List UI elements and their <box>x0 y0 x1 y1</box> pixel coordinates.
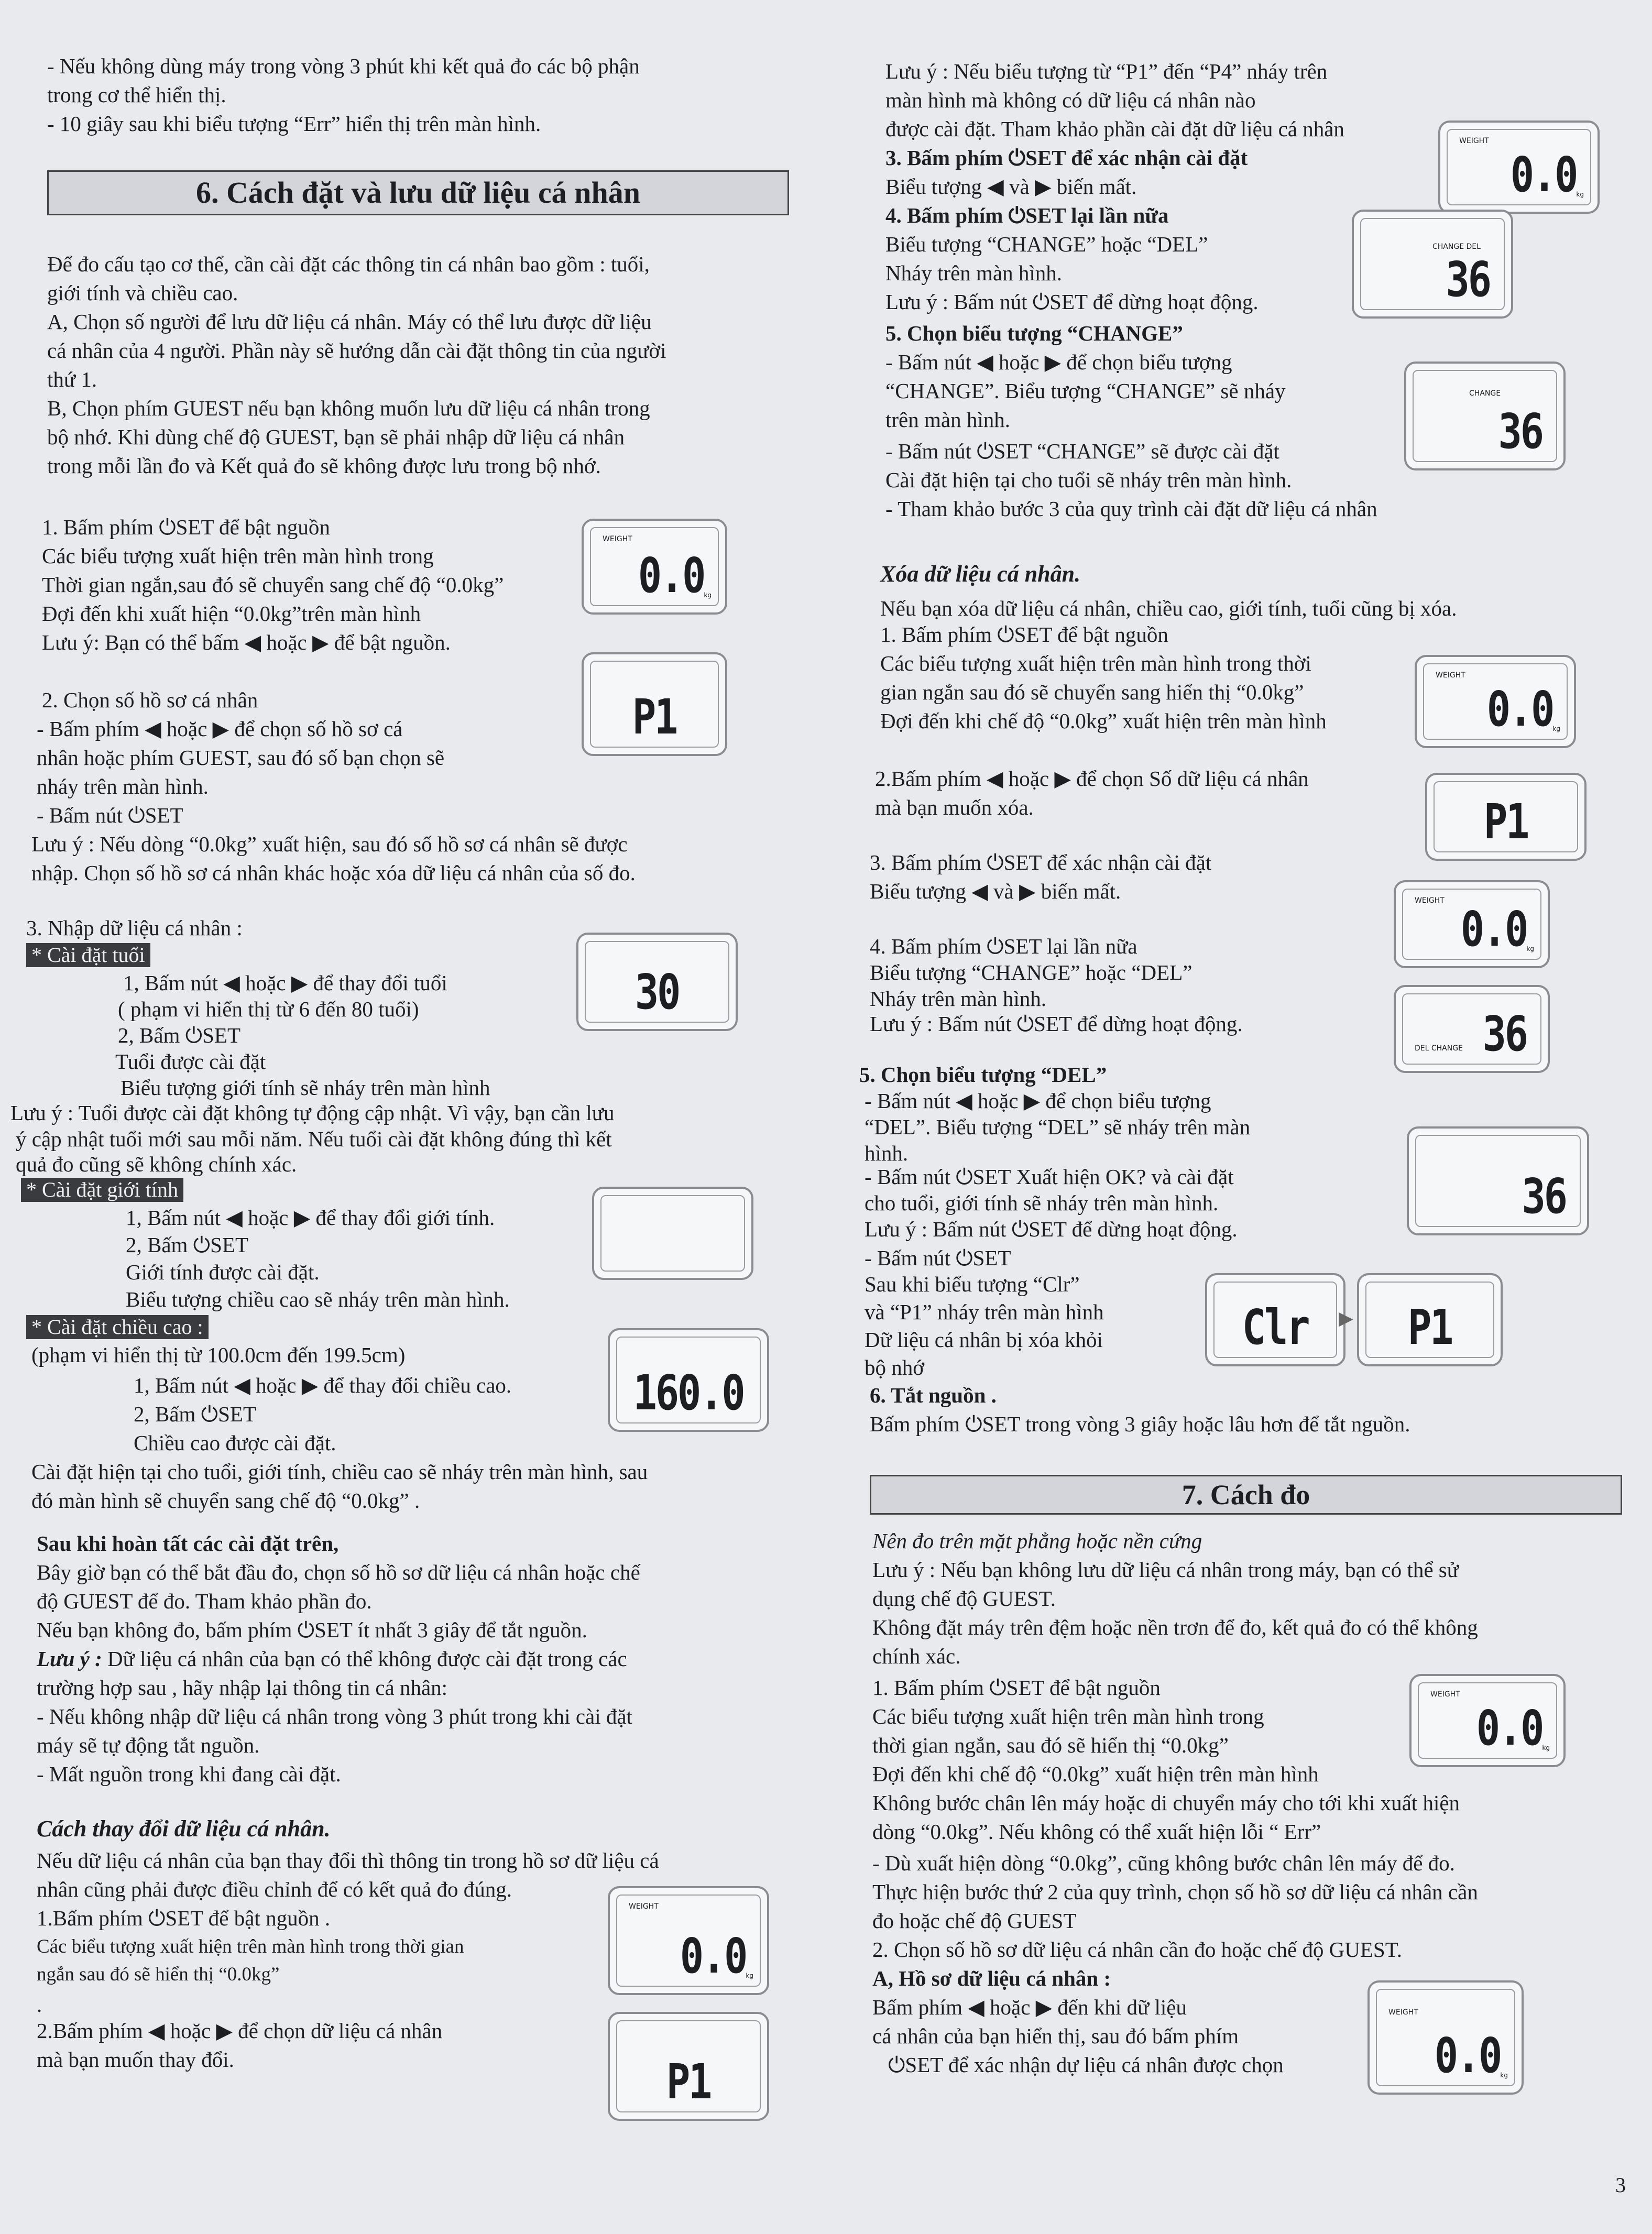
text-line: 1, Bấm nút ◀ hoặc ▶ để thay đổi giới tính. <box>126 1206 495 1230</box>
text-line: hình. <box>865 1141 909 1165</box>
text-line: trong cơ thể hiển thị. <box>47 83 226 107</box>
text-line: ( phạm vi hiển thị từ 6 đến 80 tuổi) <box>118 997 419 1021</box>
lcd-display-weight <box>1438 121 1600 214</box>
text-line: cho tuổi, giới tính sẽ nháy trên màn hình. <box>865 1191 1219 1215</box>
text-line: Nháy trên màn hình. <box>870 987 1047 1011</box>
lcd-value: 0.0 <box>1460 901 1527 957</box>
lcd-display-p1 <box>1357 1273 1503 1366</box>
text-line: Các biểu tượng xuất hiện trên màn hình trong thời <box>880 651 1311 675</box>
text-line: Lưu ý : Nếu dòng “0.0kg” xuất hiện, sau đó số hồ sơ cá nhân sẽ được <box>31 832 628 856</box>
text-line: trường hợp sau , hãy nhập lại thông tin cá nhân: <box>37 1675 448 1700</box>
text-line: - Bấm nút ⏻SET <box>865 1246 1011 1270</box>
text-line: Dữ liệu cá nhân bị xóa khỏi <box>865 1328 1103 1352</box>
weight-label: WEIGHT <box>629 1902 659 1911</box>
text-line: nhân hoặc phím GUEST, sau đó số bạn chọn sẽ <box>37 746 445 770</box>
text-line: - Bấm phím ◀ hoặc ▶ để chọn số hồ sơ cá <box>37 717 403 741</box>
text-line: màn hình mà không có dữ liệu cá nhân nào <box>885 88 1256 112</box>
text-line: Lưu ý : Bấm nút ⏻SET để dừng hoạt động. <box>865 1217 1238 1241</box>
lcd-display-weight <box>1394 880 1550 968</box>
lcd-value: 36 <box>1482 1006 1527 1062</box>
text-line: cá nhân của 4 người. Phần này sẽ hướng dẫn cài đặt thông tin của người <box>47 338 666 363</box>
section-6-heading: 6. Cách đặt và lưu dữ liệu cá nhân <box>47 170 789 215</box>
text-line: Lưu ý : Bấm nút ⏻SET để dừng hoạt động. <box>885 290 1259 314</box>
text-line: Biểu tượng ◀ và ▶ biến mất. <box>885 174 1137 199</box>
text-line: Biểu tượng chiều cao sẽ nháy trên màn hình. <box>126 1287 510 1311</box>
text-line: A, Hồ sơ dữ liệu cá nhân : <box>872 1966 1111 1990</box>
lcd-display-p1 <box>1425 773 1587 861</box>
lcd-display-weight <box>1367 1980 1524 2095</box>
lcd-value: 160.0 <box>633 1365 744 1421</box>
text-line: cá nhân của bạn hiển thị, sau đó bấm phím <box>872 2024 1239 2048</box>
weight-label: WEIGHT <box>1436 671 1465 680</box>
lcd-display-weight <box>1415 655 1576 748</box>
note-text: Dữ liệu cá nhân của bạn có thể không được cài đặt trong các <box>102 1647 627 1671</box>
text-line: mà bạn muốn thay đổi. <box>37 2047 234 2072</box>
unit-label: kg <box>746 1972 753 1979</box>
text-line: Nếu bạn xóa dữ liệu cá nhân, chiều cao, giới tính, tuổi cũng bị xóa. <box>880 596 1457 620</box>
text-line: 2.Bấm phím ◀ hoặc ▶ để chọn Số dữ liệu cá nhân <box>875 766 1309 791</box>
lcd-value: 36 <box>1446 251 1490 308</box>
lcd-value: P1 <box>632 689 677 745</box>
text-line: nháy trên màn hình. <box>37 774 209 798</box>
text-line: Chiều cao được cài đặt. <box>134 1431 336 1455</box>
text-line: Bây giờ bạn có thể bắt đầu đo, chọn số hồ sơ dữ liệu cá nhân hoặc chế <box>37 1560 640 1584</box>
weight-label: WEIGHT <box>603 535 632 543</box>
change-data-heading: Cách thay đổi dữ liệu cá nhân. <box>37 1816 331 1842</box>
text-line: gian ngắn sau đó sẽ chuyển sang hiển thị “0.0kg” <box>880 680 1304 704</box>
text-line: Các biểu tượng xuất hiện trên màn hình trong <box>872 1704 1264 1728</box>
unit-label: kg <box>1526 945 1534 952</box>
text-line: Lưu ý: Bạn có thể bấm ◀ hoặc ▶ để bật nguồn. <box>42 630 451 654</box>
text-line <box>37 1645 627 1672</box>
text-line: 4. Bấm phím ⏻SET lại lần nữa <box>885 203 1169 227</box>
text-line: - Dù xuất hiện dòng “0.0kg”, cũng không bước chân lên máy để đo. <box>872 1851 1455 1875</box>
text-line: Nếu bạn không đo, bấm phím ⏻SET ít nhất 3 giây để tắt nguồn. <box>37 1618 587 1642</box>
lcd-value: 0.0 <box>638 547 704 604</box>
text-line: Cài đặt hiện tại cho tuổi, giới tính, chiều cao sẽ nháy trên màn hình, sau <box>31 1460 648 1484</box>
text-line: Lưu ý : Tuổi được cài đặt không tự động cập nhật. Vì vậy, bạn cần lưu <box>10 1101 615 1125</box>
lcd-display-weight <box>1409 1674 1566 1767</box>
text-line: 1. Bấm phím ⏻SET để bật nguồn <box>880 622 1168 647</box>
section-7-heading: 7. Cách đo <box>870 1475 1622 1515</box>
text-line: Các biểu tượng xuất hiện trên màn hình trong <box>42 544 434 568</box>
text-line: được cài đặt. Tham khảo phần cài đặt dữ liệu cá nhân <box>885 117 1344 141</box>
text-line: giới tính và chiều cao. <box>47 281 238 305</box>
text-line: Đợi đến khi chế độ “0.0kg” xuất hiện trên màn hình <box>872 1762 1319 1786</box>
text-line: Sau khi biểu tượng “Clr” <box>865 1272 1080 1296</box>
text-line: Nên đo trên mặt phẳng hoặc nền cứng <box>872 1529 1202 1553</box>
text-line: 1.Bấm phím ⏻SET để bật nguồn . <box>37 1906 331 1930</box>
lcd-display-change-del <box>1352 210 1513 319</box>
text-line: Nháy trên màn hình. <box>885 261 1063 285</box>
text-line: 3. Bấm phím ⏻SET để xác nhận cài đặt <box>885 146 1248 170</box>
lcd-display-height <box>608 1328 769 1432</box>
text-line: . <box>37 1992 42 2017</box>
lcd-value: Clr <box>1242 1299 1309 1355</box>
text-line: 1. Bấm phím ⏻SET để bật nguồn <box>872 1675 1161 1700</box>
text-line: mà bạn muốn xóa. <box>875 795 1034 819</box>
text-line: Không đặt máy trên đệm hoặc nền trơn để đo, kết quả đo có thể không <box>872 1615 1478 1639</box>
lcd-value: 0.0 <box>1486 681 1553 737</box>
text-line: 2, Bấm ⏻SET <box>134 1402 257 1426</box>
text-line: đó màn hình sẽ chuyển sang chế độ “0.0kg” . <box>31 1488 420 1513</box>
tag-height: * Cài đặt chiều cao : <box>26 1315 209 1339</box>
text-line: Sau khi hoàn tất các cài đặt trên, <box>37 1531 339 1556</box>
text-line: nhân cũng phải được điều chỉnh để có kết quả đo đúng. <box>37 1877 512 1901</box>
text-line: Thực hiện bước thứ 2 của quy trình, chọn số hồ sơ dữ liệu cá nhân cần <box>872 1880 1478 1904</box>
lcd-display-age <box>576 933 738 1031</box>
text-line: 5. Chọn biểu tượng “CHANGE” <box>885 321 1183 345</box>
text-line: A, Chọn số người để lưu dữ liệu cá nhân. Máy có thể lưu được dữ liệu <box>47 310 652 334</box>
text-line: 4. Bấm phím ⏻SET lại lần nữa <box>870 934 1137 958</box>
text-line: Đợi đến khi chế độ “0.0kg” xuất hiện trên màn hình <box>880 709 1327 733</box>
text-line: Lưu ý : Nếu bạn không lưu dữ liệu cá nhân trong máy, bạn có thể sử <box>872 1558 1459 1582</box>
text-line: 6. Tắt nguồn . <box>870 1383 997 1407</box>
text-line: trên màn hình. <box>885 408 1010 432</box>
unit-label: kg <box>1500 2072 1508 2079</box>
unit-label: kg <box>704 592 712 599</box>
text-line: 5. Chọn biểu tượng “DEL” <box>859 1063 1107 1087</box>
text-line: (phạm vi hiển thị từ 100.0cm đến 199.5cm) <box>31 1343 406 1367</box>
text-line: - Bấm nút ⏻SET “CHANGE” sẽ được cài đặt <box>885 439 1279 463</box>
lcd-display-clr <box>1205 1273 1345 1366</box>
text-line: 2.Bấm phím ◀ hoặc ▶ để chọn dữ liệu cá nhân <box>37 2019 443 2043</box>
text-line: “CHANGE”. Biểu tượng “CHANGE” sẽ nháy <box>885 379 1286 403</box>
text-line: Thời gian ngắn,sau đó sẽ chuyển sang chế độ “0.0kg” <box>42 573 504 597</box>
change-del-label: CHANGE DEL <box>1432 243 1481 251</box>
lcd-value: 36 <box>1498 403 1542 459</box>
text-line: thời gian ngắn, sau đó sẽ hiển thị “0.0kg” <box>872 1733 1229 1757</box>
text-line: Bấm phím ⏻SET trong vòng 3 giây hoặc lâu hơn để tắt nguồn. <box>870 1412 1410 1436</box>
text-line: Lưu ý : Nếu biểu tượng từ “P1” đến “P4” nháy trên <box>885 59 1328 83</box>
text-line: 2, Bấm ⏻SET <box>126 1233 249 1257</box>
text-line: trong mỗi lần đo và Kết quả đo sẽ không được lưu trong bộ nhớ. <box>47 454 601 478</box>
arrow-right-icon: ▶ <box>1339 1308 1353 1329</box>
del-change-label: DEL CHANGE <box>1415 1044 1463 1053</box>
lcd-display-del-change <box>1394 985 1550 1073</box>
unit-label: kg <box>1552 725 1560 732</box>
text-line: “DEL”. Biểu tượng “DEL” sẽ nháy trên màn <box>865 1115 1251 1139</box>
text-line: Để đo cấu tạo cơ thể, cần cài đặt các thông tin cá nhân bao gồm : tuổi, <box>47 252 650 276</box>
text-line: - Tham khảo bước 3 của quy trình cài đặt dữ liệu cá nhân <box>885 497 1377 521</box>
text-line: nhập. Chọn số hồ sơ cá nhân khác hoặc xóa dữ liệu cá nhân của số đo. <box>31 861 636 885</box>
text-line: - Nếu không dùng máy trong vòng 3 phút khi kết quả đo các bộ phận <box>47 54 640 78</box>
text-line: Biểu tượng giới tính sẽ nháy trên màn hình <box>121 1076 490 1100</box>
lcd-value: P1 <box>1407 1299 1452 1355</box>
text-line: 2. Chọn số hồ sơ cá nhân <box>42 688 258 712</box>
lcd-value: 0.0 <box>1476 1700 1542 1756</box>
text-line: Nếu dữ liệu cá nhân của bạn thay đổi thì thông tin trong hồ sơ dữ liệu cá <box>37 1848 659 1872</box>
lcd-display-del <box>1407 1126 1589 1235</box>
text-line: thứ 1. <box>47 367 97 391</box>
weight-label: WEIGHT <box>1459 137 1489 145</box>
text-line: Biểu tượng ◀ và ▶ biến mất. <box>870 879 1121 903</box>
lcd-value: P1 <box>1483 794 1528 850</box>
lcd-display-weight <box>582 519 727 615</box>
text-line: Đợi đến khi xuất hiện “0.0kg”trên màn hình <box>42 601 421 626</box>
text-line: Các biểu tượng xuất hiện trên màn hình trong thời gian <box>37 1936 464 1957</box>
text-line: 1. Bấm phím ⏻SET để bật nguồn <box>42 515 330 539</box>
text-line: ⏻SET để xác nhận dự liệu cá nhân được chọn <box>888 2053 1284 2077</box>
text-line: - Bấm nút ⏻SET <box>37 803 183 827</box>
lcd-value: P1 <box>666 2054 711 2110</box>
text-line: 1, Bấm nút ◀ hoặc ▶ để thay đổi tuổi <box>123 971 447 995</box>
text-line: quả đo cũng sẽ không chính xác. <box>16 1152 297 1176</box>
text-line: - 10 giây sau khi biểu tượng “Err” hiển thị trên màn hình. <box>47 112 541 136</box>
text-line: ngắn sau đó sẽ hiển thị “0.0kg” <box>37 1964 280 1985</box>
text-line: bộ nhớ <box>865 1355 924 1379</box>
tag-gender: * Cài đặt giới tính <box>21 1178 183 1202</box>
text-line: 3. Bấm phím ⏻SET để xác nhận cài đặt <box>870 850 1212 874</box>
page-number: 3 <box>1615 2173 1626 2197</box>
lcd-display-p1 <box>608 2012 769 2121</box>
text-line: dụng chế độ GUEST. <box>872 1586 1056 1611</box>
unit-label: kg <box>1576 191 1584 198</box>
text-line: 1, Bấm nút ◀ hoặc ▶ để thay đổi chiều cao. <box>134 1373 512 1397</box>
text-line: Không bước chân lên máy hoặc di chuyển máy cho tới khi xuất hiện <box>872 1791 1460 1815</box>
text-line: dòng “0.0kg”. Nếu không có thể xuất hiện lỗi “ Err” <box>872 1820 1321 1844</box>
weight-label: WEIGHT <box>1415 896 1445 905</box>
text-line: Giới tính được cài đặt. <box>126 1260 320 1284</box>
lcd-display-gender <box>592 1187 753 1280</box>
change-label: CHANGE <box>1469 389 1501 398</box>
text-line: - Bấm nút ◀ hoặc ▶ để chọn biểu tượng <box>885 350 1232 374</box>
text-line: B, Chọn phím GUEST nếu bạn không muốn lưu dữ liệu cá nhân trong <box>47 396 650 420</box>
text-line: Biểu tượng “CHANGE” hoặc “DEL” <box>870 960 1192 984</box>
text-line: Biểu tượng “CHANGE” hoặc “DEL” <box>885 232 1208 256</box>
text-line: Tuổi được cài đặt <box>115 1049 266 1074</box>
weight-label: WEIGHT <box>1430 1690 1460 1699</box>
text-line: - Nếu không nhập dữ liệu cá nhân trong vòng 3 phút trong khi cài đặt <box>37 1704 632 1728</box>
lcd-display-weight <box>608 1886 769 1995</box>
weight-label: WEIGHT <box>1388 2008 1418 2017</box>
text-line: 2, Bấm ⏻SET <box>118 1023 241 1047</box>
text-line: Bấm phím ◀ hoặc ▶ đến khi dữ liệu <box>872 1995 1187 2019</box>
lcd-display-p1 <box>582 652 727 756</box>
unit-label: kg <box>1542 1744 1550 1751</box>
text-line: bộ nhớ. Khi dùng chế độ GUEST, bạn sẽ phải nhập dữ liệu cá nhân <box>47 425 625 449</box>
text-line: - Bấm nút ◀ hoặc ▶ để chọn biểu tượng <box>865 1089 1211 1113</box>
text-line: độ GUEST để đo. Tham khảo phần đo. <box>37 1589 372 1613</box>
lcd-value: 0.0 <box>680 1928 746 1984</box>
lcd-value: 30 <box>634 964 680 1020</box>
lcd-display-change <box>1404 362 1566 470</box>
text-line: Cài đặt hiện tại cho tuổi sẽ nháy trên màn hình. <box>885 468 1292 492</box>
text-line: Lưu ý : Bấm nút ⏻SET để dừng hoạt động. <box>870 1012 1243 1036</box>
lcd-value: 0.0 <box>1434 2028 1501 2084</box>
text-line: chính xác. <box>872 1644 961 1668</box>
delete-data-heading: Xóa dữ liệu cá nhân. <box>880 561 1081 587</box>
text-line: máy sẽ tự động tắt nguồn. <box>37 1733 260 1757</box>
text-line: - Mất nguồn trong khi đang cài đặt. <box>37 1762 341 1786</box>
lcd-value: 0.0 <box>1510 147 1577 203</box>
lcd-value: 36 <box>1522 1168 1566 1224</box>
note-label: Lưu ý : <box>37 1647 102 1671</box>
text-line: và “P1” nháy trên màn hình <box>865 1300 1104 1324</box>
text-line: 3. Nhập dữ liệu cá nhân : <box>26 916 243 940</box>
tag-age: * Cài đặt tuổi <box>26 943 150 967</box>
text-line: - Bấm nút ⏻SET Xuất hiện OK? và cài đặt <box>865 1165 1234 1189</box>
text-line: đo hoặc chế độ GUEST <box>872 1909 1077 1933</box>
text-line: 2. Chọn số hồ sơ dữ liệu cá nhân cần đo hoặc chế độ GUEST. <box>872 1937 1402 1962</box>
text-line: ý cập nhật tuổi mới sau mỗi năm. Nếu tuổi cài đặt không đúng thì kết <box>16 1127 612 1151</box>
